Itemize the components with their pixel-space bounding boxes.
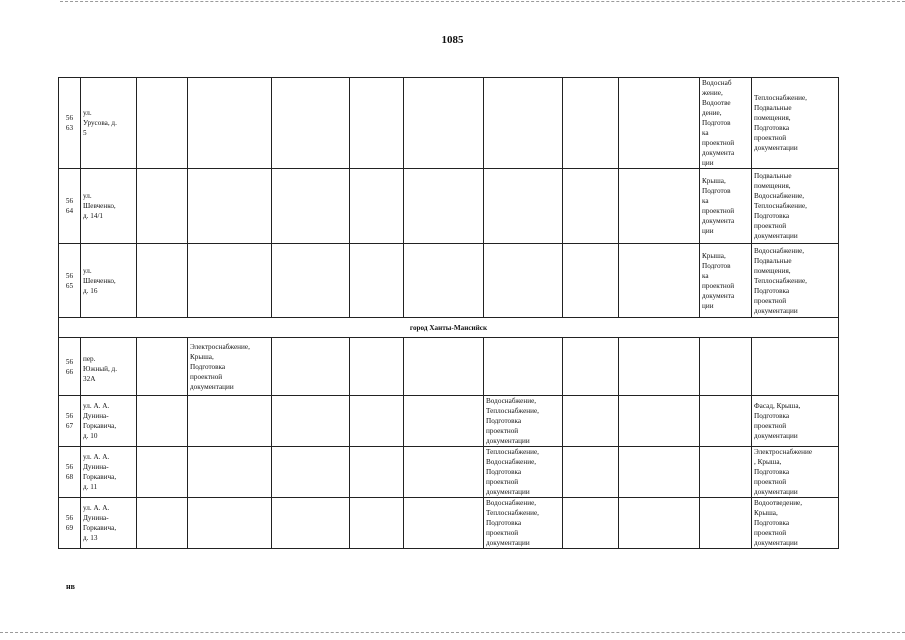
register-table [58,77,839,549]
cell-empty [188,498,272,549]
cell-works-i: Водоснабжение, Подвальные помещения, Теплоснабжение, Подготовка проектной документации [752,244,839,318]
cell-empty [188,396,272,447]
row-number: 56 67 [59,396,81,447]
cell-empty [700,498,752,549]
cell-empty [563,338,619,396]
cell-empty [188,244,272,318]
cell-empty [350,498,404,549]
cell-empty [404,498,484,549]
table-row [59,396,839,447]
cell-empty [619,396,700,447]
cell-empty [700,447,752,498]
cell-empty [563,169,619,244]
cell-empty [272,447,350,498]
cell-empty [404,244,484,318]
table-row [59,244,839,318]
cell-empty [272,498,350,549]
scan-edge-bottom [0,632,905,633]
row-number: 56 69 [59,498,81,549]
cell-empty [700,396,752,447]
table-row [59,498,839,549]
cell-works-c: Электроснабжение, Крыша, Подготовка проектной документации [188,338,272,396]
cell-empty [137,78,188,169]
cell-empty [137,447,188,498]
cell-empty [752,338,839,396]
cell-empty [619,169,700,244]
cell-empty [700,338,752,396]
row-address: ул. Шевченко, д. 14/1 [81,169,137,244]
row-address: ул. А. А. Дунина- Горкавича, д. 10 [81,396,137,447]
cell-empty [404,447,484,498]
cell-works-h: Крыша, Подготов ка проектной документа ции [700,169,752,244]
cell-empty [619,498,700,549]
scan-edge-top [60,1,905,2]
cell-works-i: Электроснабжение , Крыша, Подготовка проектной документации [752,447,839,498]
cell-empty [272,244,350,318]
cell-works-h: Крыша, Подготов ка проектной документа ции [700,244,752,318]
cell-empty [272,169,350,244]
cell-works-i: Фасад, Крыша, Подготовка проектной документации [752,396,839,447]
cell-empty [350,338,404,396]
cell-empty [350,169,404,244]
cell-empty [484,244,563,318]
cell-empty [563,396,619,447]
cell-empty [484,169,563,244]
cell-works-e: Водоснабжение, Теплоснабжение, Подготовка проектной документации [484,396,563,447]
cell-empty [484,338,563,396]
cell-empty [404,338,484,396]
cell-empty [137,169,188,244]
row-number: 56 66 [59,338,81,396]
table-row [59,447,839,498]
cell-empty [272,338,350,396]
cell-empty [350,244,404,318]
row-address: ул. А. А. Дунина- Горкавича, д. 13 [81,498,137,549]
row-number: 56 64 [59,169,81,244]
cell-empty [619,447,700,498]
row-number: 56 65 [59,244,81,318]
cell-empty [350,78,404,169]
row-number: 56 63 [59,78,81,169]
table-row [59,338,839,396]
cell-empty [404,78,484,169]
cell-empty [188,169,272,244]
cell-empty [137,396,188,447]
cell-works-e: Водоснабжение, Теплоснабжение, Подготовка проектной документации [484,498,563,549]
cell-empty [350,396,404,447]
cell-empty [272,396,350,447]
section-row [59,318,839,338]
cell-empty [563,498,619,549]
cell-empty [484,78,563,169]
row-address: ул. А. А. Дунина- Горкавича, д. 11 [81,447,137,498]
cell-empty [350,447,404,498]
row-address: ул. Урусова, д. 5 [81,78,137,169]
cell-empty [272,78,350,169]
cell-empty [404,396,484,447]
cell-works-h: Водоснаб жение, Водоотве дение, Подготов ка проектной документа ции [700,78,752,169]
cell-empty [563,78,619,169]
cell-empty [137,338,188,396]
footer-mark: нв [66,582,75,591]
cell-works-e: Теплоснабжение, Водоснабжение, Подготовка проектной документации [484,447,563,498]
row-address: пер. Южный, д. 32А [81,338,137,396]
cell-works-i: Подвальные помещения, Водоснабжение, Теплоснабжение, Подготовка проектной документации [752,169,839,244]
cell-works-i: Теплоснабжение, Подвальные помещения, Подготовка проектной документации [752,78,839,169]
cell-empty [619,338,700,396]
table-row [59,169,839,244]
table-row [59,78,839,169]
cell-empty [188,78,272,169]
cell-empty [563,447,619,498]
cell-works-i: Водоотведение, Крыша, Подготовка проектной документации [752,498,839,549]
row-number: 56 68 [59,447,81,498]
cell-empty [137,244,188,318]
row-address: ул. Шевченко, д. 16 [81,244,137,318]
cell-empty [619,78,700,169]
page-number: 1085 [441,34,464,46]
cell-empty [188,447,272,498]
cell-empty [563,244,619,318]
section-title: город Ханты-Мансийск [59,318,839,338]
cell-empty [619,244,700,318]
cell-empty [404,169,484,244]
cell-empty [137,498,188,549]
